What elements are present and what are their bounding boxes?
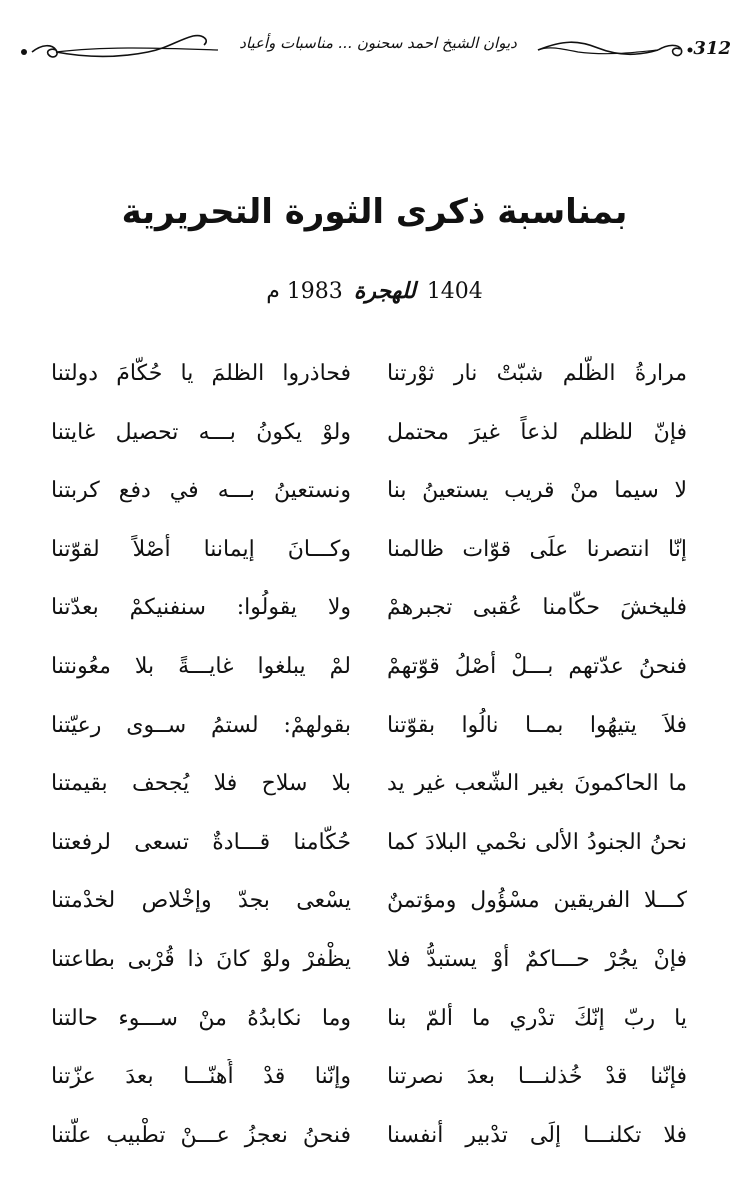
verse xyxy=(0,524,749,583)
verse-second-hemistich: لمْ يبلغوا غايـــةً بلا معُونتنا xyxy=(51,653,351,679)
verse-first-hemistich: إنّا انتصرنا علَى قوّات ظالمنا xyxy=(387,536,687,562)
hijri-word: للهجرة xyxy=(353,278,416,304)
verse-first-hemistich: فنحنُ عدّتهم بـــلْ أصْلُ قوّتهمْ xyxy=(387,653,687,679)
verse xyxy=(0,993,749,1052)
poem-title: بمناسبة ذكرى الثورة التحريرية xyxy=(121,192,628,232)
verse-first-hemistich: مرارةُ الظّلم شبّتْ نار ثوْرتنا xyxy=(387,361,687,386)
verse-first-hemistich: فليخشَ حكّامنا عُقبى تجبرهمْ xyxy=(387,595,687,621)
poem-dateline xyxy=(0,278,749,304)
verse xyxy=(0,582,749,641)
verse-first-hemistich: فإنّ للظلم لذعاً غيرَ محتمل xyxy=(387,419,687,445)
verse xyxy=(0,758,749,817)
verse-second-hemistich: يسْعى بجدّ وإخْلاص لخدْمتنا xyxy=(51,888,351,914)
verse-second-hemistich: يظْفرْ ولوْ كانَ ذا قُرْبى بطاعتنا xyxy=(51,946,351,972)
verse-first-hemistich: فإنّنا قدْ خُذلنـــا بعدَ نصرتنا xyxy=(387,1064,687,1090)
poem-body xyxy=(0,348,749,1168)
verse-second-hemistich: بقولهمْ: لستمُ ســوى رعيّتنا xyxy=(51,712,351,738)
verse-second-hemistich: ولا يقولُوا: سنفنيكمْ بعدّتنا xyxy=(51,595,351,621)
verse-first-hemistich: فإنْ يجُرْ حـــاكمٌ أوْ يستبدُّ فلا xyxy=(387,946,687,972)
page-number: 312 xyxy=(693,38,731,59)
gregorian-suffix: م xyxy=(266,279,280,304)
verse-first-hemistich: نحنُ الجنودُ الألى نحْمي البلادَ كما xyxy=(387,829,687,855)
verse-second-hemistich: ونستعينُ بـــه في دفع كربتنا xyxy=(51,478,351,504)
verse-second-hemistich: حُكّامنا قـــادةٌ تسعى لرفعتنا xyxy=(51,829,351,855)
verse-second-hemistich: ولوْ يكونُ بـــه تحصيل غايتنا xyxy=(51,419,351,445)
verse-second-hemistich: وما نكابدُهُ منْ ســـوء حالتنا xyxy=(51,1005,351,1031)
verse-second-hemistich: فنحنُ نعجزُ عـــنْ تطْبيب علّتنا xyxy=(51,1122,351,1148)
running-head: ديوان الشيخ احمد سحنون ... مناسبات وأعياد xyxy=(239,34,517,52)
verse xyxy=(0,875,749,934)
verse-first-hemistich: فلا تكلنـــا إلَى تدْبير أنفسنا xyxy=(387,1122,687,1148)
verse-first-hemistich: يا ربّ إنّكَ تدْري ما ألمّ بنا xyxy=(387,1005,687,1031)
verse xyxy=(0,1051,749,1110)
verse xyxy=(0,641,749,700)
gregorian-year: 1983 xyxy=(286,279,343,304)
verse xyxy=(0,407,749,466)
verse xyxy=(0,817,749,876)
verse-first-hemistich: كـــلا الفريقين مسْؤُول ومؤتمنٌ xyxy=(387,888,687,914)
verse-second-hemistich: وإنّنا قدْ أُهنّـــا بعدَ عزّتنا xyxy=(51,1064,351,1090)
verse xyxy=(0,348,749,407)
verse xyxy=(0,1110,749,1169)
verse-first-hemistich: فلاَ يتيهُوا بمــا نالُوا بقوّتنا xyxy=(387,712,687,738)
verse xyxy=(0,465,749,524)
hijri-year: 1404 xyxy=(426,279,483,304)
verse-second-hemistich: وكـــانَ إيماننا أصْلاً لقوّتنا xyxy=(51,536,351,562)
verse-first-hemistich: ما الحاكمونَ بغير الشّعب غير يد xyxy=(387,771,687,797)
verse xyxy=(0,700,749,759)
verse xyxy=(0,934,749,993)
page-header xyxy=(18,18,731,78)
verse-first-hemistich: لا سيما منْ قريب يستعينُ بنا xyxy=(387,478,687,504)
verse-second-hemistich: فحاذروا الظلمَ يا حُكّامَ دولتنا xyxy=(51,361,351,386)
verse-second-hemistich: بلا سلاح فلا يُجحف بقيمتنا xyxy=(51,771,351,797)
